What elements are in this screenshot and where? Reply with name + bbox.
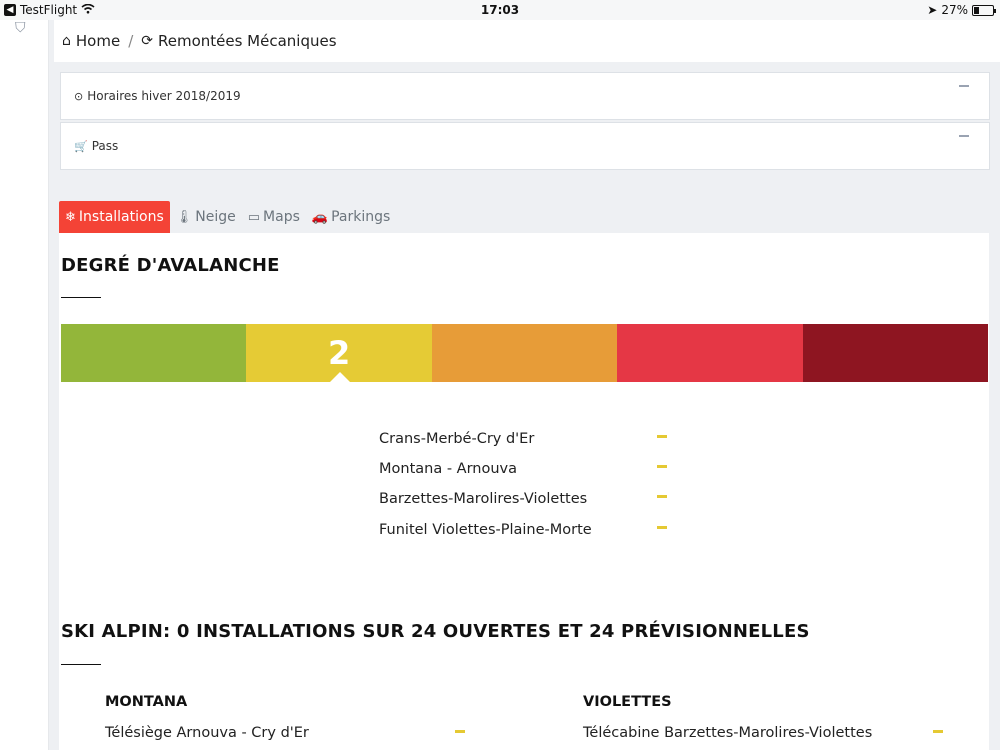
refresh-icon: ⟳ bbox=[141, 33, 153, 49]
breadcrumb-home[interactable]: Home bbox=[75, 32, 121, 50]
battery-percent: 27% bbox=[941, 3, 968, 17]
avalanche-current-level: 2 bbox=[327, 334, 351, 372]
lift-summary-item: Barzettes-Marolires-Violettes bbox=[379, 491, 588, 507]
title-underline bbox=[61, 664, 101, 665]
status-dash bbox=[455, 730, 465, 733]
lift-item: Télésiège Arnouva - Cry d'Er bbox=[105, 725, 309, 741]
cart-icon: 🛒 bbox=[74, 139, 88, 153]
status-right bbox=[927, 3, 994, 17]
tab-installations-label: Installations bbox=[78, 209, 164, 225]
collapse-icon[interactable] bbox=[959, 85, 969, 87]
tab-parkings[interactable] bbox=[306, 201, 396, 233]
location-arrow-icon: ➤ bbox=[927, 3, 938, 17]
app-logo-icon[interactable]: ⛉ bbox=[15, 20, 26, 36]
back-app-label[interactable]: TestFlight bbox=[20, 3, 78, 17]
tab-installations[interactable] bbox=[59, 201, 170, 233]
panel-horaires[interactable] bbox=[60, 72, 990, 120]
lift-summary-item: Montana - Arnouva bbox=[379, 461, 518, 477]
lift-item: Télécabine Barzettes-Marolires-Violettes bbox=[583, 725, 873, 741]
map-icon: ▭ bbox=[247, 209, 261, 225]
tab-maps-label: Maps bbox=[263, 209, 300, 225]
home-icon[interactable]: ⌂ bbox=[62, 33, 71, 49]
status-dash bbox=[657, 495, 667, 498]
breadcrumb-separator: / bbox=[128, 32, 134, 50]
car-icon: 🚗 bbox=[311, 209, 329, 225]
thermometer-icon: 🌡 bbox=[175, 209, 193, 225]
avalanche-scale bbox=[61, 324, 988, 382]
avalanche-level-1 bbox=[61, 324, 246, 382]
panel-horaires-label: Horaires hiver 2018/2019 bbox=[87, 89, 241, 103]
tab-maps[interactable] bbox=[242, 201, 306, 233]
avalanche-level-4 bbox=[617, 324, 802, 382]
status-dash bbox=[657, 465, 667, 468]
avalanche-level-5 bbox=[803, 324, 988, 382]
status-bar bbox=[0, 0, 1000, 20]
ski-alpin-title: SKI ALPIN: 0 INSTALLATIONS SUR 24 OUVERTES ET 24 PRÉVISIONNELLES bbox=[61, 621, 810, 642]
lift-summary-item: Funitel Violettes-Plaine-Morte bbox=[379, 522, 592, 538]
snowflake-icon: ❄ bbox=[65, 209, 76, 225]
tab-neige-label: Neige bbox=[195, 209, 236, 225]
avalanche-title: DEGRÉ D'AVALANCHE bbox=[61, 255, 280, 276]
back-arrow-icon[interactable]: ◀ bbox=[4, 4, 16, 16]
collapse-icon[interactable] bbox=[959, 135, 969, 137]
battery-icon bbox=[972, 5, 994, 16]
clock: 17:03 bbox=[480, 3, 520, 17]
tab-bar bbox=[59, 201, 396, 233]
avalanche-pointer bbox=[330, 372, 350, 382]
column-title-montana: MONTANA bbox=[105, 694, 188, 710]
sidebar-rail bbox=[0, 20, 49, 750]
panel-pass[interactable] bbox=[60, 122, 990, 170]
status-dash bbox=[657, 435, 667, 438]
tab-parkings-label: Parkings bbox=[331, 209, 391, 225]
tab-neige[interactable] bbox=[170, 201, 242, 233]
breadcrumb-current: Remontées Mécaniques bbox=[157, 32, 337, 50]
title-underline bbox=[61, 297, 101, 298]
avalanche-level-3 bbox=[432, 324, 617, 382]
status-dash bbox=[933, 730, 943, 733]
panel-pass-label: Pass bbox=[91, 139, 119, 153]
breadcrumb bbox=[54, 20, 1000, 62]
status-dash bbox=[657, 526, 667, 529]
column-title-violettes: VIOLETTES bbox=[583, 694, 672, 710]
clock-icon: ⊙ bbox=[74, 89, 84, 103]
lift-summary-item: Crans-Merbé-Cry d'Er bbox=[379, 431, 535, 447]
